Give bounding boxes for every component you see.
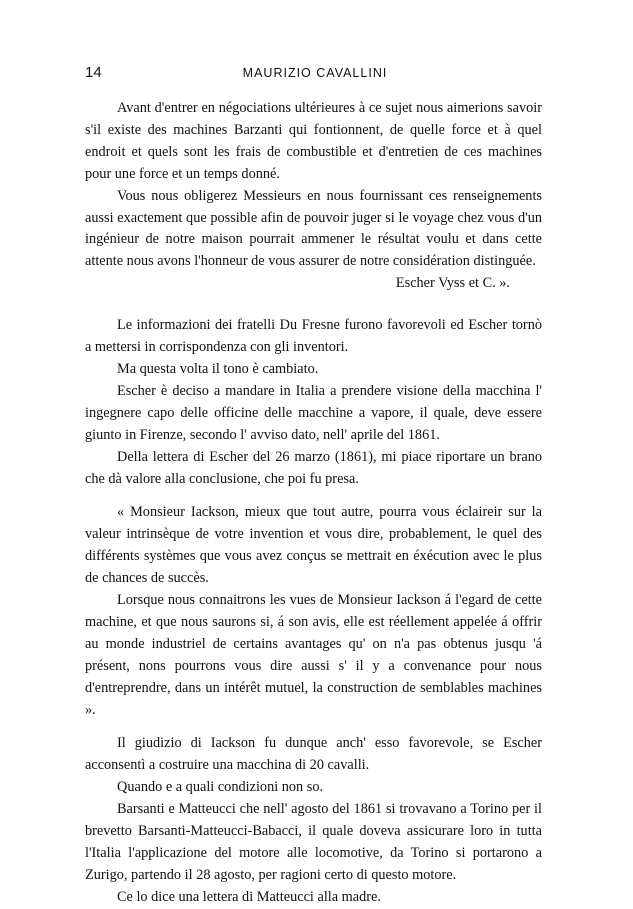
letter-signature: Escher Vyss et C. ». [395,275,510,292]
paragraph: Ce lo dice una lettera di Matteucci alla madre. [117,888,381,905]
paragraph: Ma questa volta il tono è cambiato. [117,360,319,377]
section-gap [85,721,542,733]
body-text [85,98,542,909]
paragraph: Quando e a quali condizioni non so. [117,779,324,796]
paragraph: Le informazioni dei fratelli Du Fresne furono favorevoli ed Escher tornò a mettersi in corrispondenza con gli inventori. [85,317,542,356]
paragraph: Lorsque nous connaitrons les vues de Monsieur Iackson á l'egard de cette machine, et que nous saurons si, á son avis, elle est réellement appelée á offrir au monde industriel de certains avantages qu' on n'a pas obtenus jusqu 'á présent, nons pourrons vous dire aussi s' il y a convenance pour nous d'entreprendre, dans un intérêt mutuel, la construction de semblables machines ». [85,592,542,718]
page-number: 14 [85,64,102,81]
paragraph: « Monsieur Iackson, mieux que tout autre, pourra vous éclaireir sur la valeur intrinsèque de votre invention et vous dire, probablement, le quel des différents systèmes que vous avez conçus se mettrait en éxécution avec le plus de chances de succès. [85,504,542,587]
paragraph: Escher è deciso a mandare in Italia a prendere visione della macchina l' ingegnere capo delle officine delle macchine a vapore, il quale, deve essere giunto in Firenze, secondo l' avviso dato, nell' aprile del 1861. [85,382,542,443]
paragraph: Vous nous obligerez Messieurs en nous fournissant ces renseignements aussi exactement que possible afin de pouvoir juger si le voyage chez vous d'un ingénieur de notre maison pourrait ammener le résultat voulu et dans cette attente nous avons l'honneur de vous assurer de notre considération distinguée. [85,187,542,270]
letter-excerpt-1 [85,98,542,295]
narrative-section-1 [85,315,542,490]
running-title: MAURIZIO CAVALLINI [242,66,388,80]
narrative-section-2 [85,733,542,908]
section-gap [85,295,542,315]
paragraph: Barsanti e Matteucci che nell' agosto del 1861 si trovavano a Torino per il brevetto Barsanti-Matteucci-Babacci, il quale doveva assicurare loro in tutta l'Italia l'applicazione del motore alle locomotive, da Torino si portarono a Zurigo, partendo il 28 agosto, per ragioni certo di questo motore. [85,801,542,883]
paragraph: Avant d'entrer en négociations ultérieures à ce sujet nous aimerions savoir s'il existe des machines Barzanti qui fontionnent, de quelle force et à quel endroit et quels sont les frais de combustible et d'entretien de ces machines pour une force et un temps donné. [85,100,542,182]
section-gap [85,490,542,502]
paragraph: Della lettera di Escher del 26 marzo (1861), mi piace riportare un brano che dà valore alla conclusione, che poi fu presa. [85,448,542,487]
letter-excerpt-2 [85,502,542,721]
page-header [85,64,545,84]
paragraph: Il giudizio di Iackson fu dunque anch' esso favorevole, se Escher acconsentì a costruire una macchina di 20 cavalli. [85,735,542,774]
